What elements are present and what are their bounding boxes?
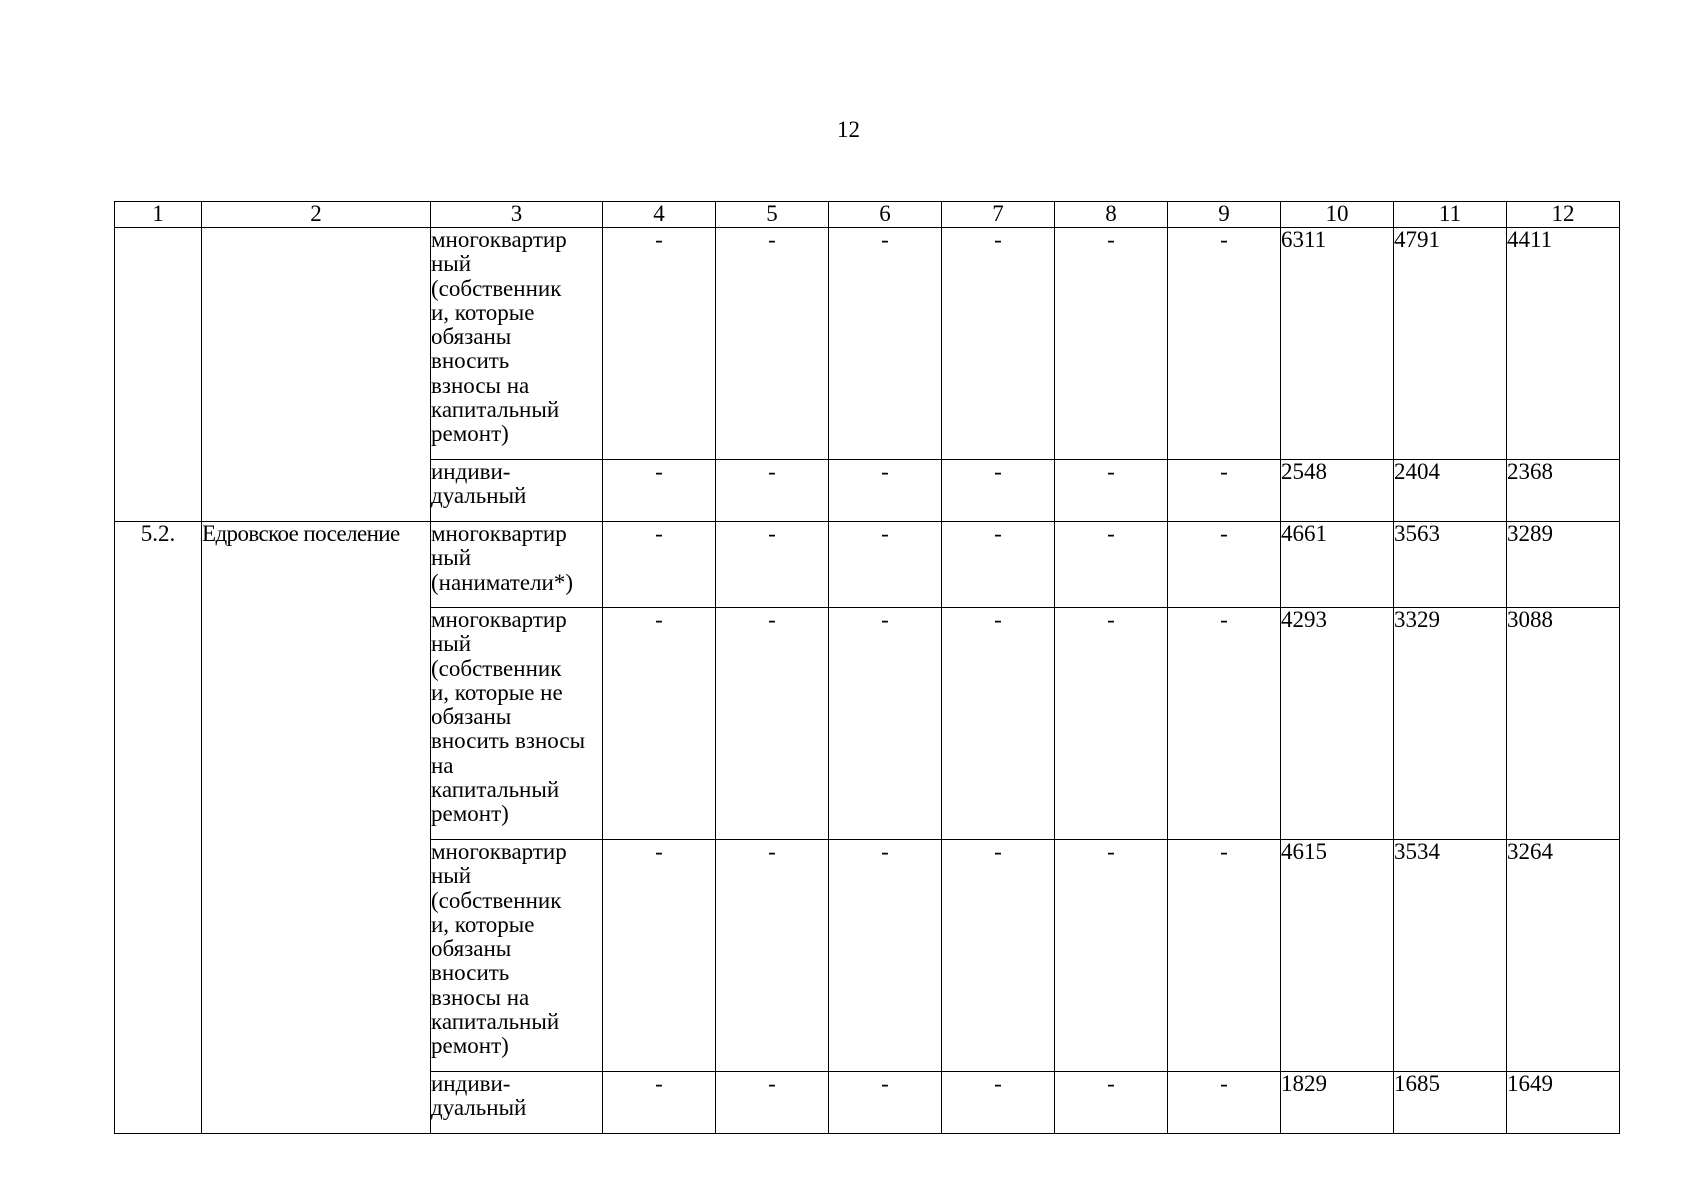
housing-type-cell: многоквартир ный (собственник и, которые не обязаны вносить взносы на капитальный ремонт) (431, 608, 603, 840)
row-number-cell: 5.2. (115, 522, 202, 1134)
dash-cell: - (829, 1072, 942, 1134)
header-cell: 6 (829, 202, 942, 228)
dash-cell: - (1055, 840, 1168, 1072)
dash-cell: - (1168, 1072, 1281, 1134)
page-number: 12 (837, 117, 860, 142)
dash-cell: - (1055, 608, 1168, 840)
value-cell: 4661 (1281, 522, 1394, 608)
value-cell: 3289 (1507, 522, 1620, 608)
value-cell: 1649 (1507, 1072, 1620, 1134)
dash-cell: - (1168, 840, 1281, 1072)
value-cell: 1829 (1281, 1072, 1394, 1134)
value-cell: 4411 (1507, 228, 1620, 460)
value-cell: 3264 (1507, 840, 1620, 1072)
dash-cell: - (1055, 1072, 1168, 1134)
dash-cell: - (942, 608, 1055, 840)
num-cell-empty (115, 228, 202, 522)
housing-type-cell: индиви- дуальный (431, 460, 603, 522)
value-cell: 3534 (1394, 840, 1507, 1072)
dash-cell: - (1168, 608, 1281, 840)
dash-cell: - (829, 840, 942, 1072)
header-cell: 7 (942, 202, 1055, 228)
header-cell: 1 (115, 202, 202, 228)
housing-type-cell: многоквартир ный (наниматели*) (431, 522, 603, 608)
dash-cell: - (1055, 522, 1168, 608)
dash-cell: - (716, 460, 829, 522)
table-row (115, 228, 1620, 460)
dash-cell: - (829, 228, 942, 460)
dash-cell: - (942, 1072, 1055, 1134)
settlement-name-cell: Едровское поселение (202, 522, 431, 1134)
dash-cell: - (603, 228, 716, 460)
value-cell: 2368 (1507, 460, 1620, 522)
header-cell: 8 (1055, 202, 1168, 228)
dash-cell: - (1168, 522, 1281, 608)
dash-cell: - (829, 522, 942, 608)
table-row (115, 522, 1620, 608)
dash-cell: - (603, 1072, 716, 1134)
dash-cell: - (603, 608, 716, 840)
header-cell: 4 (603, 202, 716, 228)
value-cell: 4615 (1281, 840, 1394, 1072)
dash-cell: - (1168, 228, 1281, 460)
dash-cell: - (942, 460, 1055, 522)
value-cell: 1685 (1394, 1072, 1507, 1134)
dash-cell: - (716, 522, 829, 608)
dash-cell: - (1168, 460, 1281, 522)
name-cell-empty (202, 228, 431, 522)
dash-cell: - (603, 840, 716, 1072)
header-cell: 11 (1394, 202, 1507, 228)
value-cell: 3563 (1394, 522, 1507, 608)
header-cell: 12 (1507, 202, 1620, 228)
value-cell: 4293 (1281, 608, 1394, 840)
dash-cell: - (942, 522, 1055, 608)
data-table (114, 201, 1620, 1134)
dash-cell: - (716, 840, 829, 1072)
dash-cell: - (829, 608, 942, 840)
housing-type-cell: многоквартир ный (собственник и, которые обязаны вносить взносы на капитальный ремонт) (431, 228, 603, 460)
header-cell: 3 (431, 202, 603, 228)
dash-cell: - (716, 608, 829, 840)
header-cell: 10 (1281, 202, 1394, 228)
value-cell: 6311 (1281, 228, 1394, 460)
dash-cell: - (942, 840, 1055, 1072)
dash-cell: - (716, 1072, 829, 1134)
dash-cell: - (603, 522, 716, 608)
dash-cell: - (1055, 228, 1168, 460)
dash-cell: - (716, 228, 829, 460)
housing-type-cell: индиви- дуальный (431, 1072, 603, 1134)
value-cell: 3088 (1507, 608, 1620, 840)
header-row (115, 202, 1620, 228)
value-cell: 3329 (1394, 608, 1507, 840)
value-cell: 4791 (1394, 228, 1507, 460)
header-cell: 5 (716, 202, 829, 228)
value-cell: 2548 (1281, 460, 1394, 522)
header-cell: 2 (202, 202, 431, 228)
dash-cell: - (603, 460, 716, 522)
dash-cell: - (1055, 460, 1168, 522)
housing-type-cell: многоквартир ный (собственник и, которые обязаны вносить взносы на капитальный ремонт) (431, 840, 603, 1072)
dash-cell: - (942, 228, 1055, 460)
dash-cell: - (829, 460, 942, 522)
header-cell: 9 (1168, 202, 1281, 228)
value-cell: 2404 (1394, 460, 1507, 522)
